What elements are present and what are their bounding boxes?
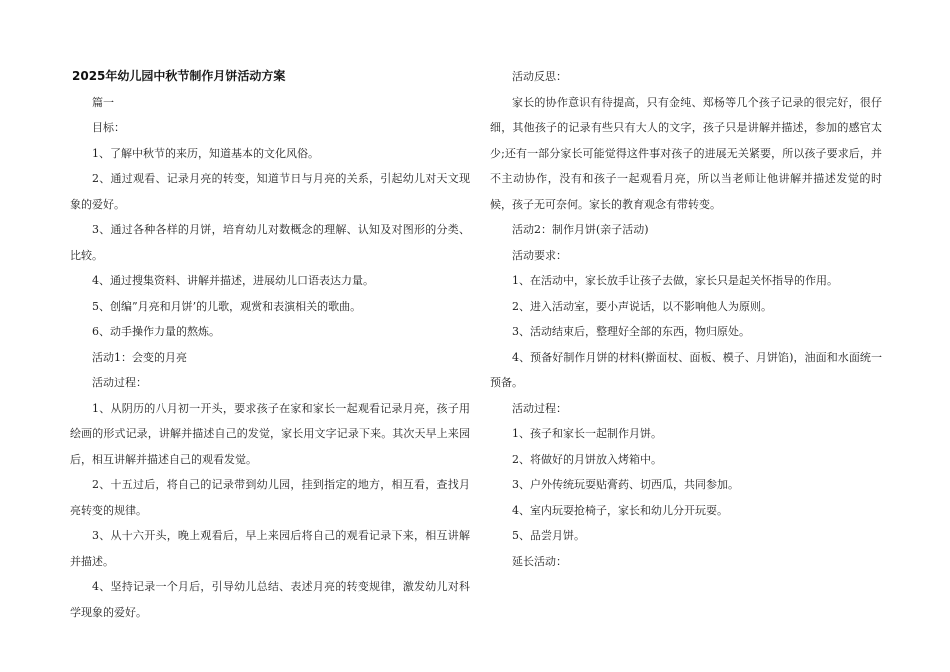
paragraph: 活动过程： (92, 376, 147, 389)
paragraph: 1、了解中秋节的来历，知道基本的文化风俗。 (92, 146, 319, 160)
paragraph: 6、动手操作力量的熬炼。 (92, 325, 220, 338)
paragraph: 5、品尝月饼。 (512, 529, 585, 542)
paragraph: 2、进入活动室，要小声说话，以不影响他人为原则。 (512, 299, 772, 313)
paragraph: 3、从十六开头，晚上观看后，早上来园后将自己的观看记录下来，相互讲解并描述。 (70, 529, 470, 568)
paragraph: 1、孩子和家长一起制作月饼。 (512, 427, 662, 440)
paragraph: 4、通过搜集资料、讲解并描述，进展幼儿口语表达力量。 (92, 274, 374, 287)
left-column (70, 64, 470, 625)
paragraph: 活动要求： (512, 248, 567, 262)
right-column (490, 64, 882, 574)
paragraph: 活动1：会变的月亮 (92, 350, 187, 364)
paragraph: 活动2：制作月饼(亲子活动) (512, 223, 649, 236)
paragraph: 3、通过各种各样的月饼，培育幼儿对数概念的理解、认知及对图形的分类、比较。 (70, 223, 470, 262)
paragraph: 3、户外传统玩耍贴膏药、切西瓜，共同参加。 (512, 478, 739, 491)
paragraph: 4、室内玩耍抢椅子，家长和幼儿分开玩耍。 (512, 503, 728, 517)
paragraph: 活动过程： (512, 401, 567, 415)
document-title: 2025年幼儿园中秋节制作月饼活动方案 (72, 69, 286, 83)
paragraph: 篇一 (92, 95, 114, 109)
paragraph: 2、将做好的月饼放入烤箱中。 (512, 452, 662, 466)
paragraph: 家长的协作意识有待提高，只有金纯、郑杨等几个孩子记录的很完好，很仔细，其他孩子的记录有些只有大人的文字，孩子只是讲解并描述，参加的感官太少;还有一部分家长可能觉得这件事对孩子的进展无关紧要，所以孩子要求后，并不主动协作，没有和孩子一起观看月亮，所以当老师让他讲解并描述发觉的时候，孩子无可奈何。家长的教育观念有带转变。 (490, 95, 882, 211)
paragraph: 4、预备好制作月饼的材料(擀面杖、面板、模子、月饼馅)，油面和水面统一预备。 (490, 350, 882, 389)
paragraph: 延长活动： (512, 554, 567, 568)
paragraph: 4、坚持记录一个月后，引导幼儿总结、表述月亮的转变规律，激发幼儿对科学现象的爱好。 (70, 580, 470, 619)
paragraph: 1、从阴历的八月初一开头，要求孩子在家和家长一起观看记录月亮，孩子用绘画的形式记录，讲解并描述自己的发觉，家长用文字记录下来。其次天早上来园后，相互讲解并描述自己的观看发觉。 (70, 401, 470, 466)
paragraph: 2、通过观看、记录月亮的转变，知道节日与月亮的关系，引起幼儿对天文现象的爱好。 (70, 172, 470, 211)
paragraph: 2、十五过后，将自己的记录带到幼儿园，挂到指定的地方，相互看，查找月亮转变的规律。 (70, 478, 470, 517)
paragraph: 1、在活动中，家长放手让孩子去做，家长只是起关怀指导的作用。 (512, 274, 838, 287)
paragraph: 3、活动结束后，整理好全部的东西，物归原处。 (512, 325, 750, 338)
paragraph: 目标： (92, 121, 125, 134)
paragraph: 5、创编”月亮和月饼’的儿歌，观赏和表演相关的歌曲。 (92, 299, 362, 313)
paragraph: 活动反思： (512, 70, 567, 83)
